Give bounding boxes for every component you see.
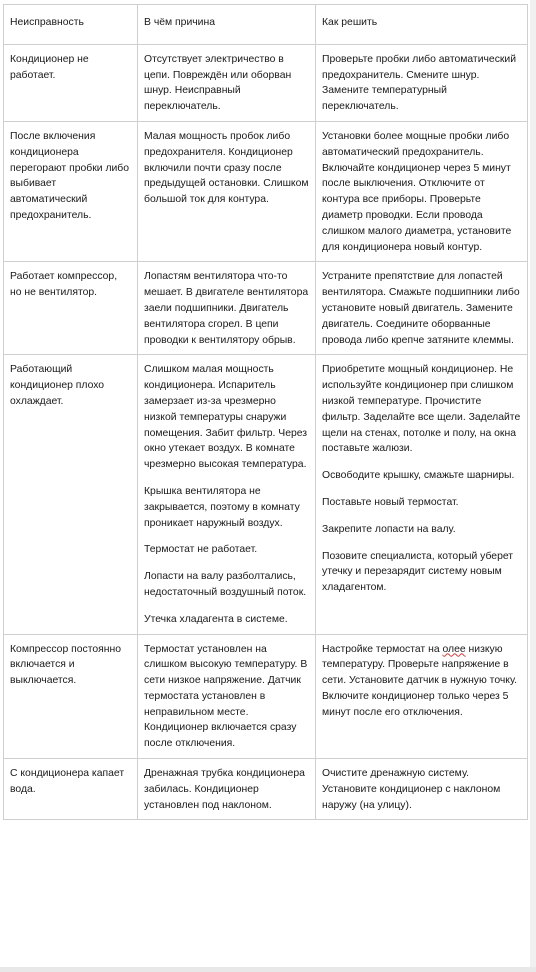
page-bottom-edge <box>0 967 536 972</box>
problem-cell: С кондиционера капает вода. <box>4 759 138 820</box>
solution-text: Закрепите лопасти на валу. <box>322 523 456 535</box>
table-row <box>4 634 528 759</box>
solution-text <box>322 642 521 721</box>
table-row <box>4 355 528 634</box>
cause-cell <box>138 355 316 634</box>
solution-text: Поставьте новый термостат. <box>322 496 459 508</box>
cause-cell <box>138 262 316 355</box>
cause-text: Отсутствует электричество в цепи. Повреждён или оборван шнур. Неисправный переключатель. <box>144 53 292 113</box>
table-header-row <box>4 5 528 45</box>
problem-cell: После включения кондиционера перегорают пробки либо выбивает автоматический предохранитель. <box>4 121 138 261</box>
solution-text: Позовите специалиста, который уберет утечку и перезарядит систему новым хладагентом. <box>322 550 514 594</box>
header-cause: В чём причина <box>138 5 316 45</box>
cause-text: Малая мощность пробок либо предохранителя. Кондиционер включили почти сразу после предыдущей остановки. Слишком большой ток для контура. <box>144 130 309 206</box>
solution-text: Очистите дренажную систему. Установите кондиционер с наклоном наружу (на улицу). <box>322 768 501 811</box>
cause-cell <box>138 634 316 759</box>
cause-text: Дренажная трубка кондиционера забилась. Кондиционер установлен под наклоном. <box>144 768 305 811</box>
cause-cell <box>138 44 316 121</box>
cause-text: Крышка вентилятора не закрывается, поэтому в комнату проникает наружный воздух. <box>144 485 300 529</box>
solution-text: Установки более мощные пробки либо автоматический предохранитель. Включайте кондиционер через 5 минут после выключения. Отключите от контура все приборы. Проверьте диаметр проводки. Если провода слишком малого диаметра, установите для кондиционера новый контур. <box>322 130 512 253</box>
table-row <box>4 44 528 121</box>
header-problem: Неисправность <box>4 5 138 45</box>
troubleshooting-table <box>3 4 528 820</box>
solution-text-part: Настройке термостат на <box>322 643 443 655</box>
misspelled-word: олее <box>442 643 466 655</box>
cause-text: Лопасти на валу разболтались, недостаточный воздушный поток. <box>144 571 307 598</box>
problem-cell: Кондиционер не работает. <box>4 44 138 121</box>
cause-text: Термостат установлен на слишком высокую температуру. В сети низкое напряжение. Датчик термостата установлен в неправильном месте. Кондиционер включается сразу после отключения. <box>144 643 308 750</box>
page-edge <box>530 0 536 972</box>
solution-cell <box>316 355 528 634</box>
solution-text: Приобретите мощный кондиционер. Не используйте кондиционер при слишком низкой температуре. Прочистите фильтр. Заделайте все щели. Заделайте щели на стенах, потолке и полу, на окна поставьте жалюзи. <box>322 364 521 455</box>
solution-cell <box>316 634 528 759</box>
cause-cell <box>138 759 316 820</box>
solution-text: Проверьте пробки либо автоматический предохранитель. Смените шнур. Замените температурный переключатель. <box>322 53 517 113</box>
table-row <box>4 759 528 820</box>
solution-cell <box>316 759 528 820</box>
solution-text: Освободите крышку, смажьте шарниры. <box>322 470 515 482</box>
cause-text: Лопастям вентилятора что-то мешает. В двигателе вентилятора заели подшипники. Двигатель вентилятора сгорел. В цепи проводки к вентилятору обрыв. <box>144 271 309 346</box>
cause-text: Слишком малая мощность кондиционера. Испаритель замерзает из-за чрезмерно низкой температуры снаружи помещения. Забит фильтр. Через окно утекает воздух. В комнате чрезмерно высокая температура. <box>144 364 308 471</box>
table-row <box>4 262 528 355</box>
solution-text: Устраните препятствие для лопастей вентилятора. Смажьте подшипники либо установите новый двигатель. Замените двигатель. Соедините оборванные провода либо крепче затяните клеммы. <box>322 271 520 346</box>
solution-cell <box>316 121 528 261</box>
problem-cell: Работает компрессор, но не вентилятор. <box>4 262 138 355</box>
problem-cell: Работающий кондиционер плохо охлаждает. <box>4 355 138 634</box>
cause-text: Утечка хладагента в системе. <box>144 613 288 625</box>
solution-cell <box>316 262 528 355</box>
table-row <box>4 121 528 261</box>
header-solution: Как решить <box>316 5 528 45</box>
solution-cell <box>316 44 528 121</box>
cause-text: Термостат не работает. <box>144 544 258 556</box>
solution-text-part: низкую температуру. Проверьте напряжение в сети. Установите датчик в нужную точку. Включите кондиционер только через 5 минут после его отключения. <box>322 643 517 718</box>
cause-cell <box>138 121 316 261</box>
problem-cell: Компрессор постоянно включается и выключается. <box>4 634 138 759</box>
